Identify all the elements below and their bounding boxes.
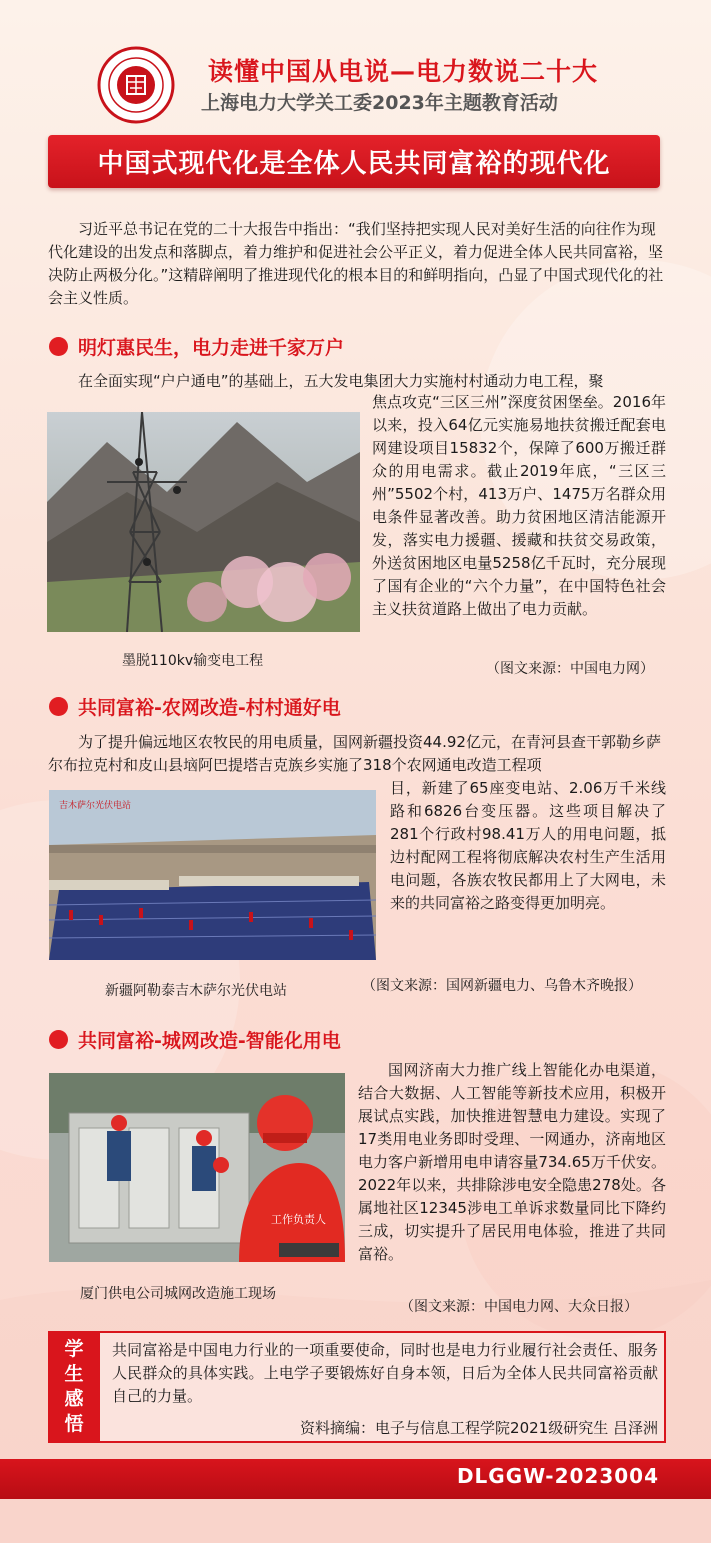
intro-paragraph: 习近平总书记在党的二十大报告中指出：“我们坚持把实现人民对美好生活的向往作为现代化建设的出发点和落脚点，着力维护和促进社会公平正义，着力促进全体人民共同富裕，坚决防止两极分化。”这精辟阐明了推进现代化的根本目的和鲜明指向，凸显了中国式现代化的社会主义性质。 (48, 220, 664, 307)
section-1-lead: 在全面实现“户户通电”的基础上，五大发电集团大力实施村村通动力电工程，聚 (78, 372, 604, 390)
section-2-title: 共同富裕-农网改造-村村通好电 (78, 697, 341, 719)
bullet-dot-icon (49, 1030, 68, 1049)
header-title: 读懂中国从电说—电力数说二十大 (208, 57, 599, 86)
footer-code: DLGGW-2023004 (456, 1464, 659, 1488)
section-2-caption: 新疆阿勒泰吉木萨尔光伏电站 (105, 983, 287, 999)
reflection-tag-char: 悟 (64, 1413, 84, 1435)
reflection-tag-char: 生 (64, 1363, 84, 1385)
photo-overlay-text: 吉木萨尔光伏电站 (59, 801, 132, 811)
grid-workers-photo (49, 1073, 345, 1262)
vest-text: 工作负责人 (271, 1213, 326, 1226)
section-1-body: 焦点攻克“三区三州”深度贫困堡垒。2016年以来，投入64亿元实施易地扶贫搬迁配套电网建设项目15832个，保障了600万搬迁群众的用电需求。截止2019年底，“三区三州”5502个村，413万户、1475万名群众用电条件显著改善。助力贫困地区清洁能源开发，落实电力援疆、援藏和扶贫交易政策，外送贫困地区电量5258亿千瓦时，充分展现了国有企业的“六个力量”，在中国特色社会主义扶贫道路上做出了电力贡献。 (372, 393, 666, 618)
section-2-body: 目，新建了65座变电站、2.06万千米线路和6826台变压器。这些项目解决了281个行政村98.41万人的用电问题，抵边村配网工程将彻底解决农村生产生活用电问题，各族农牧民都用上了大网电，未来的共同富裕之路变得更加明亮。 (390, 779, 666, 912)
bullet-dot-icon (49, 697, 68, 716)
section-1-source: （图文来源：中国电力网） (486, 661, 654, 677)
section-3-photo (49, 1073, 345, 1262)
section-1-photo (47, 412, 360, 632)
reflection-tag-char: 学 (64, 1338, 84, 1360)
section-2-lead: 为了提升偏远地区农牧民的用电质量，国网新疆投资44.92亿元，在青河县查干郭勒乡萨尔布拉克村和皮山县垴阿巴提塔吉克族乡实施了318个农网通电改造工程项 (48, 733, 661, 774)
section-1-heading (49, 333, 344, 360)
mountain-tower-photo (47, 412, 360, 632)
solar-farm-photo (49, 790, 376, 960)
section-3-body: 国网济南大力推广线上智能化办电渠道，结合大数据、人工智能等新技术应用，积极开展试点实践，加快推进智慧电力建设。实现了17类用电业务即时受理、一网通办，济南地区电力客户新增用电申请容量734.65万千伏安。2022年以来，共排除涉电安全隐患278处。各属地社区12345涉电工单诉求数量同比下降约三成，切实提升了居民用电体验，推进了共同富裕。 (358, 1061, 666, 1263)
section-1-caption: 墨脱110kv输变电工程 (122, 653, 264, 669)
header-subtitle: 上海电力大学关工委2023年主题教育活动 (201, 92, 558, 114)
reflection-credit: 资料摘编：电子与信息工程学院2021级研究生 吕泽洲 (300, 1419, 658, 1437)
section-3-caption: 厦门供电公司城网改造施工现场 (80, 1286, 276, 1302)
reflection-text: 共同富裕是中国电力行业的一项重要使命，同时也是电力行业履行社会责任、服务人民群众的具体实践。上电学子要锻炼好自身本领，日后为全体人民共同富裕贡献自己的力量。 (112, 1341, 658, 1405)
reflection-tag (48, 1331, 100, 1443)
section-3-source: （图文来源：中国电力网、大众日报） (400, 1299, 638, 1315)
bullet-dot-icon (49, 337, 68, 356)
section-2-source: （图文来源：国网新疆电力、乌鲁木齐晚报） (362, 978, 642, 994)
section-3-title: 共同富裕-城网改造-智能化用电 (78, 1030, 341, 1052)
section-3-heading (49, 1026, 341, 1053)
section-1-title: 明灯惠民生，电力走进千家万户 (78, 337, 345, 359)
section-2-heading (49, 693, 341, 720)
university-seal-icon (97, 46, 175, 124)
reflection-tag-char: 感 (64, 1388, 84, 1410)
section-2-photo (49, 790, 376, 960)
theme-banner: 中国式现代化是全体人民共同富裕的现代化 (48, 135, 660, 188)
